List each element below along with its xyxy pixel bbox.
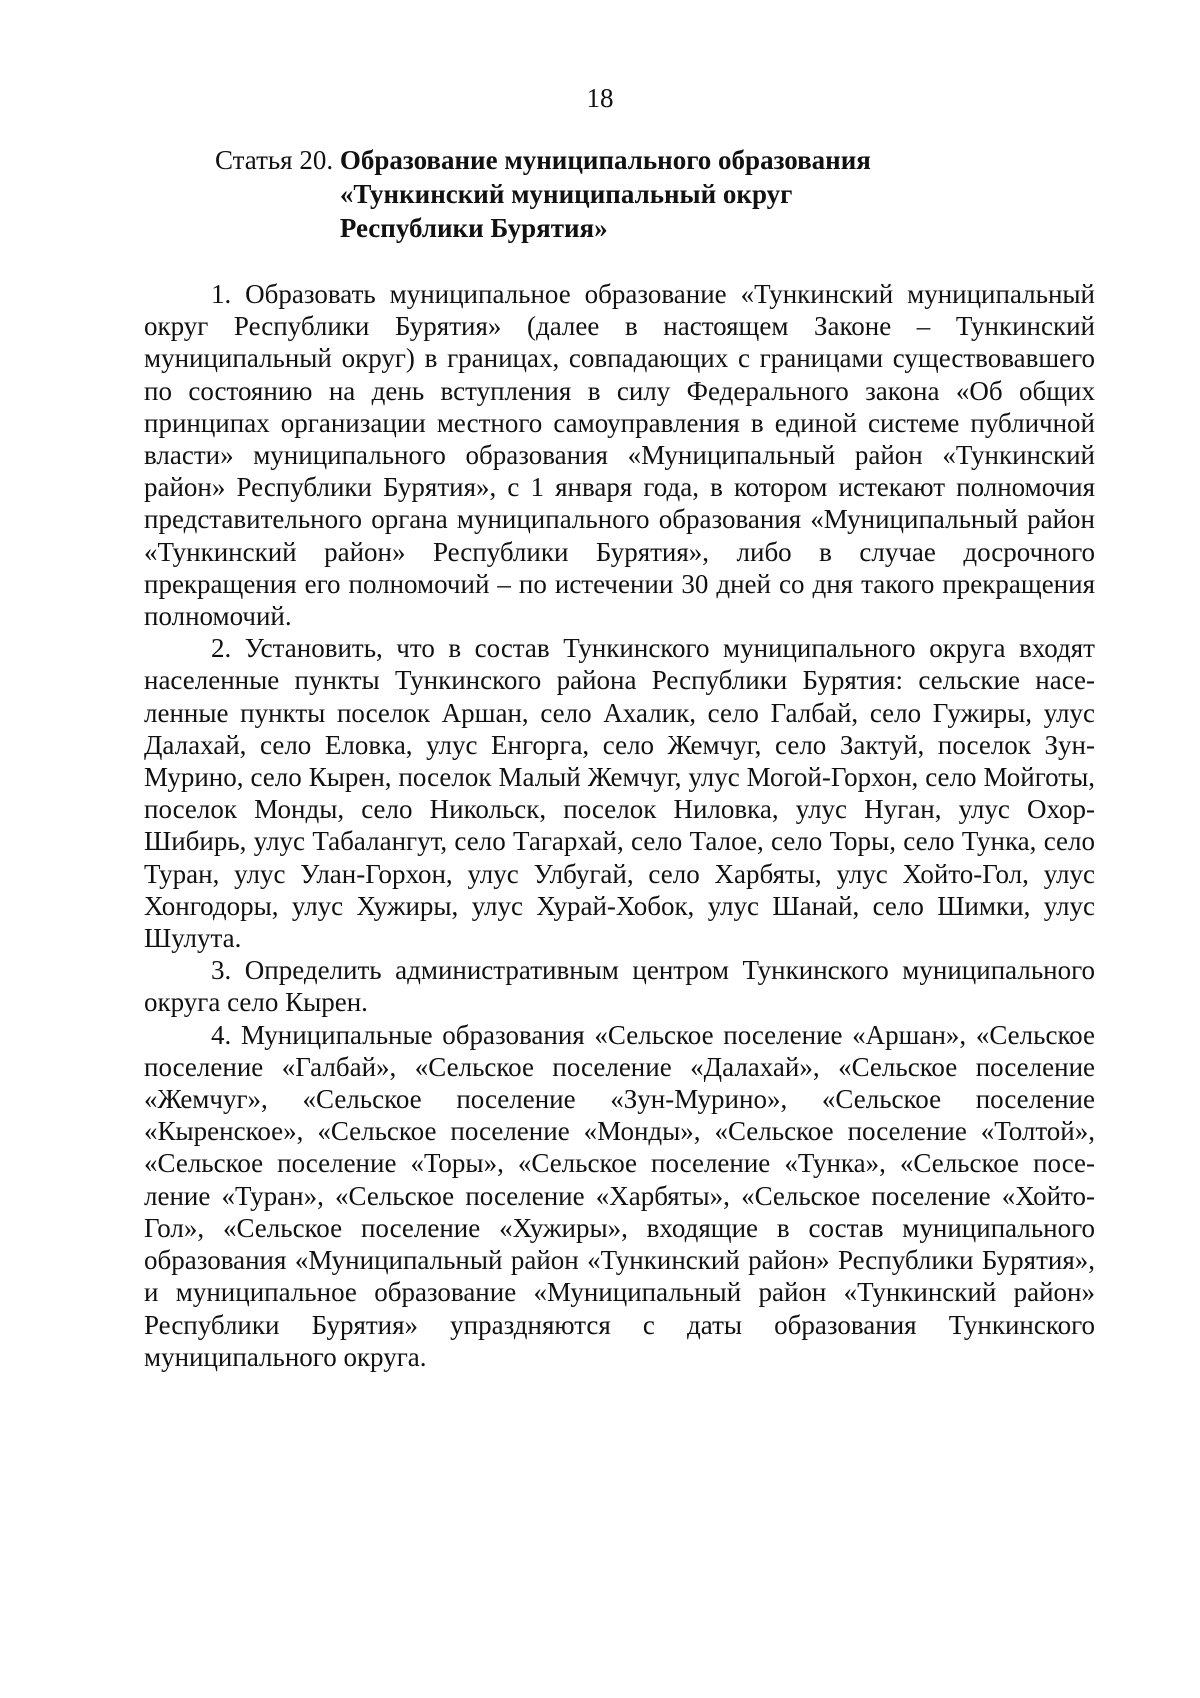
article-heading — [215, 143, 1115, 245]
paragraph-3: 3. Определить административным центром Тункинского муниципального округа село Кырен. — [144, 955, 1095, 1018]
article-body — [144, 278, 1095, 1373]
article-title-line: Республики Бурятия» — [339, 213, 608, 243]
article-title-line: Образование муниципального образования — [339, 145, 871, 175]
paragraph-1: 1. Образовать муниципальное образование «Тункинский муниципальный округ Республики Бурятия» (далее в настоящем Законе – Тункинский муниципальный округ) в границах, совпадающих с границами существовавшего по состоянию на день вступления в силу Федерального закона «Об общих принципах организации местного самоуправления в единой системе публичной власти» муниципального образования «Муниципальный район «Тункинский район» Республики Бурятия», с 1 января года, в котором истекают полномочия представительного органа муниципального образования «Муниципальный район «Тункинский район» Республики Бурятия», либо в случае досрочного прекращения его полномочий – по истечении 30 дней со дня такого прекращения полномочий. — [144, 279, 1095, 632]
paragraph-4: 4. Муниципальные образования «Сельское поселение «Аршан», «Сельское поселение «Галбай», «Сельское поселение «Далахай», «Сельское поселение «Жемчуг», «Сельское поселение «Зун-Мурино», «Сельское поселение «Кыренское», «Сельское поселение «Монды», «Сельское поселение «Толтой», «Сельское поселение «Торы», «Сельское поселение «Тунка», «Сельское поселение «Туран», «Сельское поселение «Харбяты», «Сельское поселение «Хойто-Гол», «Сельское поселение «Хужиры», входящие в состав муниципального образования «Муниципальный район «Тункинский район» Республики Бурятия», и муниципальное образование «Муниципальный район «Тункинский район» Республики Бурятия» упраздняются с даты образования Тункинского муниципального округа. — [144, 1019, 1095, 1372]
paragraph-2: 2. Установить, что в состав Тункинского муниципального округа входят населенные пункты Тункинского района Республики Бурятия: сельские населенные пункты поселок Аршан, село Ахалик, село Галбай, село Гужиры, улус Далахай, село Еловка, улус Енгорга, село Жемчуг, село Зактуй, поселок Зун-Мурино, село Кырен, поселок Малый Жемчуг, улус Могой-Горхон, село Мойготы, поселок Монды, село Никольск, поселок Ниловка, улус Нуган, улус Охор-Шибирь, улус Табалангут, село Тагархай, село Талое, село Торы, село Тунка, село Туран, улус Улан-Горхон, улус Улбугай, село Харбяты, улус Хойто-Гол, улус Хонгодоры, улус Хужиры, улус Хурай-Хобок, улус Шанай, село Шимки, улус Шулута. — [144, 633, 1095, 954]
page-number: 18 — [586, 83, 614, 113]
article-title-line: «Тункинский муниципальный округ — [339, 179, 793, 209]
article-number: Статья 20. — [215, 145, 340, 175]
article-title — [340, 143, 871, 245]
